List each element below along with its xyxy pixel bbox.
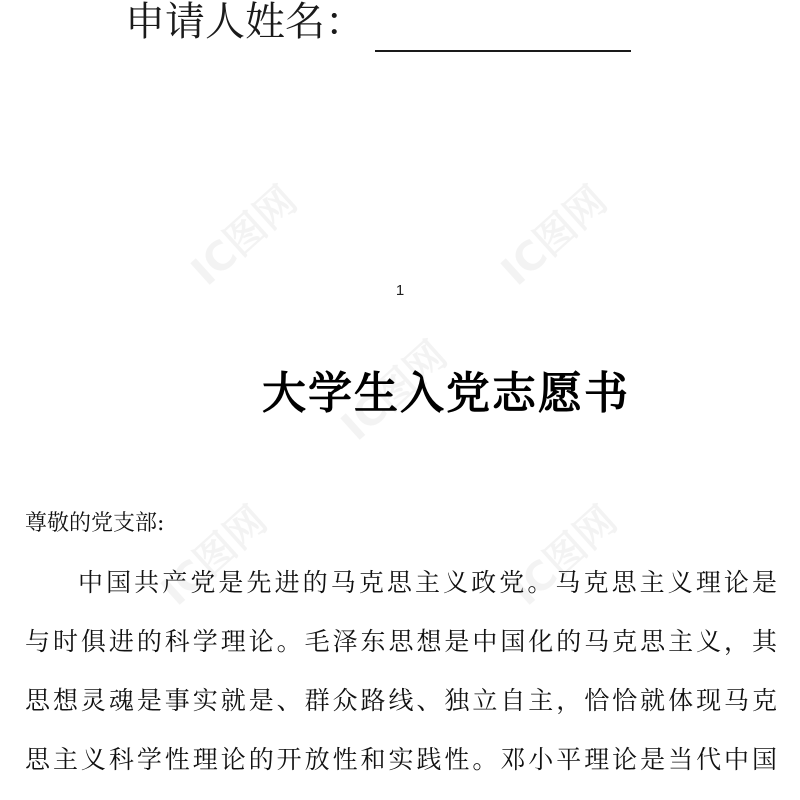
applicant-name-field xyxy=(125,0,631,52)
document-title: 大学生入党志愿书 xyxy=(262,368,630,419)
body-paragraph xyxy=(25,558,777,794)
watermark-2 xyxy=(487,171,617,296)
body-line-2: 与时俱进的科学理论。毛泽东思想是中国化的马克思主义，其 xyxy=(25,627,777,656)
body-line-1: 中国共产党是先进的马克思主义政党。马克思主义理论是 xyxy=(78,568,777,597)
applicant-name-label: 申请人姓名： xyxy=(125,0,365,45)
body-line-3: 思想灵魂是事实就是、群众路线、独立自主，恰恰就体现马克 xyxy=(25,686,777,715)
watermark-1 xyxy=(177,171,307,296)
salutation: 尊敬的党支部: xyxy=(25,511,165,536)
body-line-4: 思主义科学性理论的开放性和实践性。邓小平理论是当代中国 xyxy=(25,745,777,774)
page-number: 1 xyxy=(395,282,405,299)
applicant-name-blank[interactable] xyxy=(375,4,631,52)
